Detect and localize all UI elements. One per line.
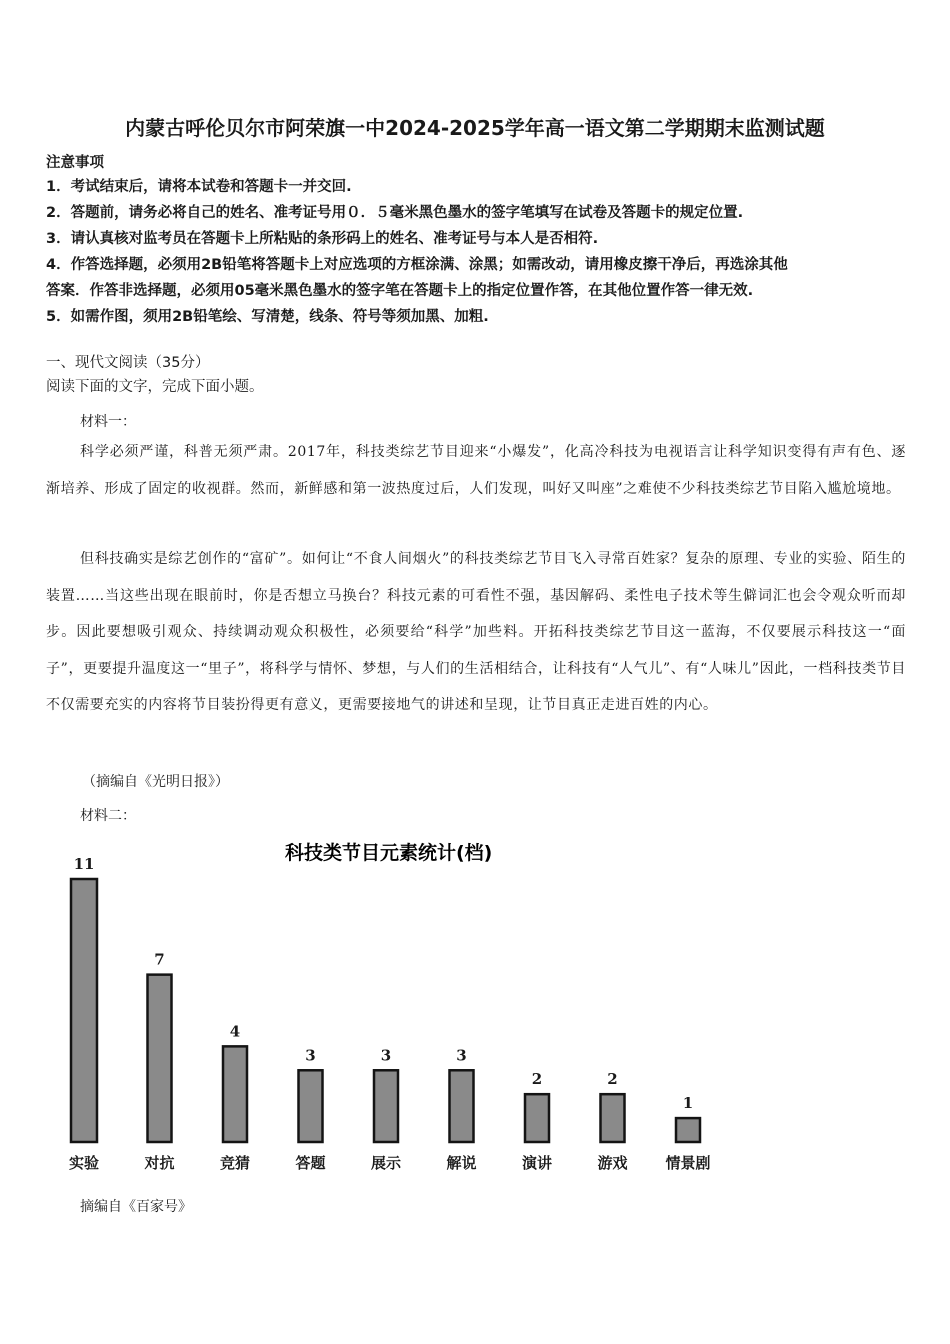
chart-bar [71,879,97,1142]
chart-category-label: 竞猜 [219,1154,251,1172]
chart-category-label: 答题 [295,1154,326,1172]
chart-category-label: 展示 [370,1154,402,1172]
section-intro: 阅读下面的文字，完成下面小题。 [46,379,264,395]
chart-category-label: 实验 [68,1154,100,1172]
chart-category-label: 游戏 [597,1154,628,1172]
notes-item: 4．作答选择题，必须用2B铅笔将答题卡上对应选项的方框涂满、涂黑；如需改动，请用橡皮擦干净后，再选涂其他 [46,257,788,273]
chart-bar [601,1094,625,1142]
notes-item: 2．答题前，请务必将自己的姓名、准考证号用０．５毫米黑色墨水的签字笔填写在试卷及答题卡的规定位置. [46,205,744,221]
bar-chart [60,825,780,1189]
chart-data-label: 3 [456,1046,467,1065]
chart-data-label: 4 [229,1022,241,1041]
notes-heading: 注意事项 [46,155,104,171]
chart-data-label: 2 [607,1070,618,1089]
notes-item: 1．考试结束后，请将本试卷和答题卡一并交回. [46,179,352,195]
notes-list [46,174,906,330]
chart-title: 科技类节目元素统计(档) [285,842,493,864]
material1-paragraph: 但科技确实是综艺创作的“富矿”。如何让“不食人间烟火”的科技类综艺节目飞入寻常百姓家？复杂的原理、专业的实验、陌生的装置……当这些出现在眼前时，你是否想立马换台？科技元素的可看性不强，基因解码、柔性电子技术等生僻词汇也会令观众听而却步。因此要想吸引观众、持续调动观众积极性，必须要给“科学”加些料。开拓科技类综艺节目这一蓝海，不仅要展示科技这一“面子”，更要提升温度这一“里子”，将科学与情怀、梦想，与人们的生活相结合，让科技有“人气儿”、有“人味儿”因此，一档科技类节目不仅需要充实的内容将节目装扮得更有意义，更需要接地气的讲述和呈现，让节目真正走进百姓的内心。 [46,551,906,714]
material1-source: （摘编自《光明日报》） [82,774,229,790]
chart-category-label: 对抗 [144,1154,175,1172]
chart-bar [223,1046,247,1142]
chart-category-label: 解说 [446,1154,477,1172]
chart-bar [525,1094,549,1142]
chart-data-label: 2 [531,1070,543,1089]
chart-bar [299,1070,323,1142]
chart-bar [676,1118,700,1142]
chart-category-label: 情景剧 [665,1154,711,1172]
chart-bar [374,1070,398,1142]
notes-item: 3．请认真核对监考员在答题卡上所粘贴的条形码上的姓名、准考证号与本人是否相符. [46,231,599,247]
material2-label: 材料二： [80,808,136,824]
chart-svg [60,825,780,1185]
material2-source: 摘编自《百家号》 [80,1199,192,1215]
notes-item: 答案．作答非选择题，必须用05毫米黑色墨水的签字笔在答题卡上的指定位置作答，在其他位置作答一律无效. [46,283,754,299]
chart-data-label: 11 [73,855,95,873]
chart-data-label: 3 [380,1046,392,1065]
chart-bar [148,975,172,1142]
material1-paragraph: 科学必须严谨，科普无须严肃。2017年，科技类综艺节目迎来“小爆发”，化高冷科技为电视语言让科学知识变得有声有色、逐渐培养、形成了固定的收视群。然而，新鲜感和第一波热度过后，人们发现，叫好又叫座”之难使不少科技类综艺节目陷入尴尬境地。 [46,444,906,497]
chart-data-label: 1 [682,1094,694,1113]
section-heading: 一、现代文阅读（35分） [46,355,210,371]
notes-item: 5．如需作图，须用2B铅笔绘、写清楚，线条、符号等须加黑、加粗. [46,309,489,325]
chart-bar [450,1070,474,1142]
chart-data-label: 7 [154,950,165,969]
material1-label: 材料一： [80,414,136,430]
chart-data-label: 3 [305,1046,316,1065]
chart-category-label: 演讲 [521,1154,553,1172]
page-title: 内蒙古呼伦贝尔市阿荣旗一中2024-2025学年高一语文第二学期期末监测试题 [125,116,825,140]
